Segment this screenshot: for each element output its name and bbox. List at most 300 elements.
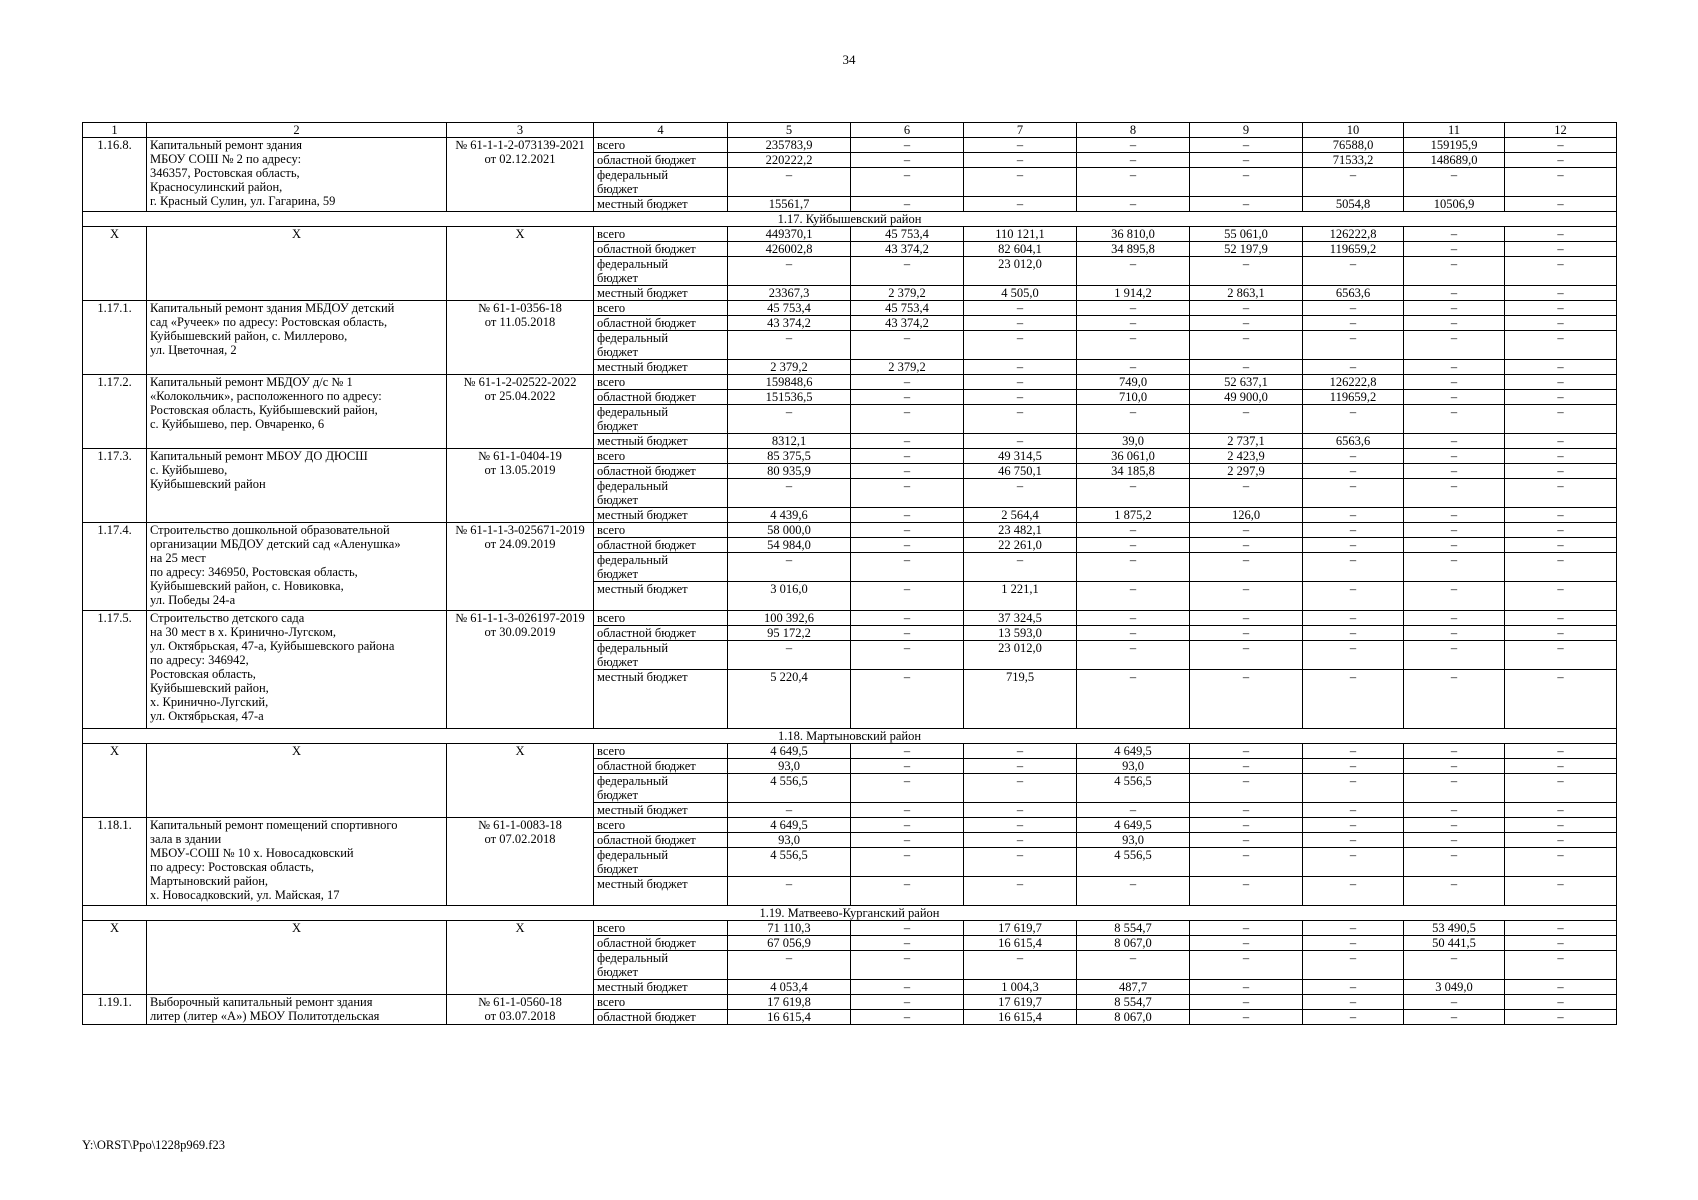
document-ref: № 61-1-0404-19 от 13.05.2019 <box>447 449 594 523</box>
amount-cell: 16 615,4 <box>964 936 1077 951</box>
amount-cell: – <box>1077 479 1190 508</box>
amount-cell: – <box>1404 833 1505 848</box>
amount-cell: – <box>851 449 964 464</box>
amount-cell: 4 556,5 <box>1077 848 1190 877</box>
budget-source: всего <box>594 744 728 759</box>
amount-cell: – <box>1303 523 1404 538</box>
budget-source: областной бюджет <box>594 538 728 553</box>
amount-cell: – <box>1505 405 1617 434</box>
amount-cell: – <box>1303 936 1404 951</box>
amount-cell: 93,0 <box>1077 833 1190 848</box>
amount-cell: 52 197,9 <box>1190 242 1303 257</box>
amount-cell: – <box>1303 980 1404 995</box>
amount-cell: 8 067,0 <box>1077 936 1190 951</box>
amount-cell: 4 649,5 <box>1077 744 1190 759</box>
item-number: Х <box>83 921 147 995</box>
object-name: Х <box>147 744 447 818</box>
amount-cell: – <box>851 641 964 670</box>
budget-source: федеральный бюджет <box>594 168 728 197</box>
amount-cell: 49 314,5 <box>964 449 1077 464</box>
item-number: 1.17.3. <box>83 449 147 523</box>
budget-source: местный бюджет <box>594 286 728 301</box>
amount-cell: – <box>1190 921 1303 936</box>
budget-source: федеральный бюджет <box>594 848 728 877</box>
document-ref: № 61-1-1-3-025671-2019 от 24.09.2019 <box>447 523 594 611</box>
amount-cell: 3 016,0 <box>728 582 851 611</box>
amount-cell: – <box>1505 197 1617 212</box>
amount-cell: 8 554,7 <box>1077 995 1190 1010</box>
amount-cell: – <box>964 833 1077 848</box>
amount-cell: – <box>1077 611 1190 626</box>
amount-cell: 43 374,2 <box>851 316 964 331</box>
amount-cell: – <box>1505 138 1617 153</box>
amount-cell: 50 441,5 <box>1404 936 1505 951</box>
amount-cell: – <box>1505 360 1617 375</box>
budget-source: местный бюджет <box>594 508 728 523</box>
amount-cell: – <box>1404 641 1505 670</box>
amount-cell: – <box>1077 951 1190 980</box>
amount-cell: – <box>1505 479 1617 508</box>
amount-cell: – <box>1505 641 1617 670</box>
amount-cell: – <box>851 153 964 168</box>
amount-cell: – <box>1190 980 1303 995</box>
amount-cell: 36 061,0 <box>1077 449 1190 464</box>
amount-cell: 148689,0 <box>1404 153 1505 168</box>
amount-cell: – <box>1190 257 1303 286</box>
amount-cell: – <box>851 626 964 641</box>
amount-cell: – <box>851 995 964 1010</box>
amount-cell: – <box>1505 626 1617 641</box>
amount-cell: 4 649,5 <box>728 744 851 759</box>
page-number: 34 <box>842 52 856 67</box>
amount-cell: – <box>1077 523 1190 538</box>
amount-cell: – <box>1404 538 1505 553</box>
column-number: 9 <box>1190 123 1303 138</box>
amount-cell: 3 049,0 <box>1404 980 1505 995</box>
amount-cell: – <box>1190 877 1303 906</box>
district-section-row <box>83 906 1617 921</box>
amount-cell: 23 012,0 <box>964 641 1077 670</box>
amount-cell: – <box>851 951 964 980</box>
budget-source: всего <box>594 449 728 464</box>
amount-cell: 2 379,2 <box>728 360 851 375</box>
object-name: Строительство дошкольной образовательной организации МБДОУ детский сад «Аленушка» на 25 мест по адресу: 346950, Ростовская область, Куйбышевский район, с. Новиковка, ул. Победы 24-а <box>147 523 447 611</box>
amount-cell: – <box>1190 803 1303 818</box>
document-ref: Х <box>447 227 594 301</box>
amount-cell: 23 012,0 <box>964 257 1077 286</box>
amount-cell: – <box>1303 670 1404 729</box>
amount-cell: – <box>851 405 964 434</box>
amount-cell: – <box>1505 375 1617 390</box>
amount-cell: – <box>1303 921 1404 936</box>
amount-cell: – <box>1077 331 1190 360</box>
document-ref: № 61-1-0560-18 от 03.07.2018 <box>447 995 594 1025</box>
amount-cell: – <box>1404 523 1505 538</box>
table-row <box>83 818 1617 833</box>
amount-cell: – <box>964 405 1077 434</box>
amount-cell: – <box>1404 582 1505 611</box>
object-name: Капитальный ремонт помещений спортивного зала в здании МБОУ-СОШ № 10 х. Новосадковский по адресу: Ростовская область, Мартыновский район, х. Новосадковский, ул. Майская, 17 <box>147 818 447 906</box>
amount-cell: – <box>1303 1010 1404 1025</box>
amount-cell: 34 185,8 <box>1077 464 1190 479</box>
amount-cell: – <box>964 197 1077 212</box>
amount-cell: – <box>1077 168 1190 197</box>
amount-cell: – <box>1505 848 1617 877</box>
amount-cell: 8 554,7 <box>1077 921 1190 936</box>
amount-cell: – <box>1404 301 1505 316</box>
amount-cell: – <box>728 951 851 980</box>
amount-cell: – <box>1190 759 1303 774</box>
amount-cell: 23 482,1 <box>964 523 1077 538</box>
amount-cell: – <box>1077 641 1190 670</box>
amount-cell: – <box>1404 390 1505 405</box>
amount-cell: – <box>1505 301 1617 316</box>
amount-cell: 1 221,1 <box>964 582 1077 611</box>
budget-table <box>82 122 1617 1025</box>
document-ref: № 61-1-1-3-026197-2019 от 30.09.2019 <box>447 611 594 729</box>
amount-cell: – <box>1190 951 1303 980</box>
budget-source: областной бюджет <box>594 390 728 405</box>
amount-cell: – <box>964 390 1077 405</box>
amount-cell: – <box>728 331 851 360</box>
amount-cell: – <box>1190 331 1303 360</box>
amount-cell: – <box>1303 877 1404 906</box>
amount-cell: – <box>1505 168 1617 197</box>
amount-cell: 426002,8 <box>728 242 851 257</box>
column-number: 4 <box>594 123 728 138</box>
budget-source: федеральный бюджет <box>594 641 728 670</box>
budget-source: местный бюджет <box>594 197 728 212</box>
amount-cell: – <box>1190 538 1303 553</box>
amount-cell: – <box>964 138 1077 153</box>
amount-cell: – <box>964 360 1077 375</box>
amount-cell: 4 556,5 <box>1077 774 1190 803</box>
amount-cell: – <box>1190 301 1303 316</box>
amount-cell: 4 649,5 <box>1077 818 1190 833</box>
item-number: 1.17.2. <box>83 375 147 449</box>
amount-cell: 8 067,0 <box>1077 1010 1190 1025</box>
amount-cell: 16 615,4 <box>964 1010 1077 1025</box>
amount-cell: 5 220,4 <box>728 670 851 729</box>
amount-cell: – <box>964 759 1077 774</box>
amount-cell: 719,5 <box>964 670 1077 729</box>
amount-cell: 95 172,2 <box>728 626 851 641</box>
item-number: 1.17.1. <box>83 301 147 375</box>
amount-cell: – <box>1077 803 1190 818</box>
item-number: 1.18.1. <box>83 818 147 906</box>
amount-cell: – <box>1190 479 1303 508</box>
amount-cell: – <box>851 464 964 479</box>
amount-cell: – <box>851 434 964 449</box>
amount-cell: – <box>1505 833 1617 848</box>
amount-cell: 749,0 <box>1077 375 1190 390</box>
amount-cell: 2 379,2 <box>851 286 964 301</box>
amount-cell: – <box>1404 286 1505 301</box>
amount-cell: – <box>1505 877 1617 906</box>
amount-cell: – <box>728 641 851 670</box>
amount-cell: – <box>1505 508 1617 523</box>
amount-cell: – <box>1303 405 1404 434</box>
item-number: Х <box>83 227 147 301</box>
budget-source: федеральный бюджет <box>594 479 728 508</box>
column-number: 8 <box>1077 123 1190 138</box>
amount-cell: – <box>1303 848 1404 877</box>
file-path: Y:\ORST\Ppo\1228p969.f23 <box>82 1138 225 1152</box>
amount-cell: 1 004,3 <box>964 980 1077 995</box>
column-number-row <box>83 123 1617 138</box>
amount-cell: – <box>851 980 964 995</box>
amount-cell: 52 637,1 <box>1190 375 1303 390</box>
amount-cell: – <box>964 744 1077 759</box>
amount-cell: 2 423,9 <box>1190 449 1303 464</box>
budget-source: областной бюджет <box>594 626 728 641</box>
amount-cell: 2 863,1 <box>1190 286 1303 301</box>
amount-cell: – <box>851 936 964 951</box>
amount-cell: – <box>1505 464 1617 479</box>
amount-cell: 76588,0 <box>1303 138 1404 153</box>
amount-cell: 36 810,0 <box>1077 227 1190 242</box>
budget-source: всего <box>594 611 728 626</box>
amount-cell: – <box>964 951 1077 980</box>
amount-cell: 100 392,6 <box>728 611 851 626</box>
amount-cell: 80 935,9 <box>728 464 851 479</box>
amount-cell: – <box>851 670 964 729</box>
table-row <box>83 744 1617 759</box>
item-number: Х <box>83 744 147 818</box>
document-ref: № 61-1-1-2-073139-2021 от 02.12.2021 <box>447 138 594 212</box>
column-number: 10 <box>1303 123 1404 138</box>
amount-cell: – <box>1077 316 1190 331</box>
object-name: Строительство детского сада на 30 мест в х. Кринично-Лугском, ул. Октябрьская, 47-а, Куйбышевского района по адресу: 346942, Ростовская область, Куйбышевский район, х. Кринично-Лугский, ул. Октябрьская, 47-а <box>147 611 447 729</box>
amount-cell: 10506,9 <box>1404 197 1505 212</box>
amount-cell: – <box>1190 848 1303 877</box>
amount-cell: – <box>1505 227 1617 242</box>
amount-cell: 119659,2 <box>1303 242 1404 257</box>
amount-cell: – <box>1404 449 1505 464</box>
amount-cell: – <box>1303 316 1404 331</box>
budget-source: всего <box>594 921 728 936</box>
amount-cell: – <box>1404 257 1505 286</box>
amount-cell: 1 875,2 <box>1077 508 1190 523</box>
column-number: 1 <box>83 123 147 138</box>
amount-cell: – <box>1505 995 1617 1010</box>
amount-cell: – <box>1404 242 1505 257</box>
amount-cell: 126,0 <box>1190 508 1303 523</box>
table-row <box>83 138 1617 153</box>
budget-source: местный бюджет <box>594 434 728 449</box>
item-number: 1.19.1. <box>83 995 147 1025</box>
amount-cell: – <box>1190 582 1303 611</box>
table-row <box>83 523 1617 538</box>
amount-cell: – <box>1303 257 1404 286</box>
object-name: Х <box>147 227 447 301</box>
amount-cell: 2 297,9 <box>1190 464 1303 479</box>
amount-cell: – <box>728 257 851 286</box>
column-number: 3 <box>447 123 594 138</box>
amount-cell: 23367,3 <box>728 286 851 301</box>
amount-cell: – <box>851 390 964 405</box>
amount-cell: – <box>1190 611 1303 626</box>
amount-cell: – <box>1505 744 1617 759</box>
amount-cell: 71 110,3 <box>728 921 851 936</box>
amount-cell: 17 619,7 <box>964 995 1077 1010</box>
amount-cell: – <box>1505 242 1617 257</box>
amount-cell: 220222,2 <box>728 153 851 168</box>
district-section-title: 1.18. Мартыновский район <box>83 729 1617 744</box>
table-row <box>83 995 1617 1010</box>
amount-cell: 39,0 <box>1077 434 1190 449</box>
amount-cell: – <box>1303 759 1404 774</box>
district-section-title: 1.17. Куйбышевский район <box>83 212 1617 227</box>
amount-cell: – <box>851 257 964 286</box>
amount-cell: – <box>1505 774 1617 803</box>
amount-cell: – <box>1190 405 1303 434</box>
object-name: Выборочный капитальный ремонт здания литер (литер «А») МБОУ Политотдельская <box>147 995 447 1025</box>
amount-cell: – <box>1505 818 1617 833</box>
amount-cell: 93,0 <box>728 833 851 848</box>
amount-cell: – <box>851 479 964 508</box>
budget-source: всего <box>594 301 728 316</box>
amount-cell: – <box>1303 553 1404 582</box>
amount-cell: – <box>1190 1010 1303 1025</box>
column-number: 7 <box>964 123 1077 138</box>
budget-source: федеральный бюджет <box>594 331 728 360</box>
amount-cell: – <box>1303 611 1404 626</box>
amount-cell: – <box>1303 818 1404 833</box>
amount-cell: 2 737,1 <box>1190 434 1303 449</box>
amount-cell: – <box>1404 803 1505 818</box>
amount-cell: – <box>1505 611 1617 626</box>
amount-cell: – <box>851 168 964 197</box>
amount-cell: 46 750,1 <box>964 464 1077 479</box>
amount-cell: – <box>851 508 964 523</box>
amount-cell: – <box>851 774 964 803</box>
amount-cell: 1 914,2 <box>1077 286 1190 301</box>
amount-cell: – <box>1505 316 1617 331</box>
amount-cell: – <box>1303 951 1404 980</box>
budget-source: федеральный бюджет <box>594 257 728 286</box>
amount-cell: – <box>851 138 964 153</box>
amount-cell: – <box>1303 360 1404 375</box>
amount-cell: 49 900,0 <box>1190 390 1303 405</box>
budget-source: местный бюджет <box>594 980 728 995</box>
amount-cell: – <box>1190 936 1303 951</box>
amount-cell: 58 000,0 <box>728 523 851 538</box>
budget-source: федеральный бюджет <box>594 774 728 803</box>
amount-cell: – <box>1404 508 1505 523</box>
amount-cell: 4 649,5 <box>728 818 851 833</box>
amount-cell: – <box>1505 670 1617 729</box>
amount-cell: – <box>1404 375 1505 390</box>
amount-cell: – <box>1190 138 1303 153</box>
amount-cell: – <box>1505 390 1617 405</box>
amount-cell: – <box>1303 774 1404 803</box>
amount-cell: – <box>1404 1010 1505 1025</box>
amount-cell: – <box>1404 611 1505 626</box>
amount-cell: 4 505,0 <box>964 286 1077 301</box>
item-number: 1.17.4. <box>83 523 147 611</box>
amount-cell: – <box>1077 877 1190 906</box>
amount-cell: 4 053,4 <box>728 980 851 995</box>
amount-cell: – <box>1505 803 1617 818</box>
amount-cell: – <box>1505 936 1617 951</box>
amount-cell: – <box>1404 877 1505 906</box>
amount-cell: – <box>1190 553 1303 582</box>
amount-cell: – <box>1303 803 1404 818</box>
amount-cell: – <box>964 803 1077 818</box>
amount-cell: 119659,2 <box>1303 390 1404 405</box>
budget-source: областной бюджет <box>594 242 728 257</box>
amount-cell: – <box>1077 538 1190 553</box>
object-name: Капитальный ремонт здания МБДОУ детский сад «Ручеек» по адресу: Ростовская область, Куйбышевский район, с. Миллерово, ул. Цветочная, 2 <box>147 301 447 375</box>
amount-cell: – <box>1077 360 1190 375</box>
amount-cell: – <box>964 301 1077 316</box>
amount-cell: – <box>964 553 1077 582</box>
amount-cell: – <box>1404 670 1505 729</box>
budget-source: всего <box>594 995 728 1010</box>
budget-source: областной бюджет <box>594 464 728 479</box>
amount-cell: – <box>964 168 1077 197</box>
amount-cell: – <box>851 803 964 818</box>
amount-cell: – <box>1077 553 1190 582</box>
amount-cell: – <box>1077 582 1190 611</box>
amount-cell: – <box>1505 257 1617 286</box>
amount-cell: – <box>728 405 851 434</box>
amount-cell: 93,0 <box>728 759 851 774</box>
budget-source: федеральный бюджет <box>594 951 728 980</box>
amount-cell: – <box>851 523 964 538</box>
object-name: Капитальный ремонт здания МБОУ СОШ № 2 по адресу: 346357, Ростовская область, Красносулинский район, г. Красный Сулин, ул. Гагарина, 59 <box>147 138 447 212</box>
amount-cell: 151536,5 <box>728 390 851 405</box>
table-row <box>83 611 1617 626</box>
amount-cell: – <box>1404 331 1505 360</box>
amount-cell: – <box>1190 774 1303 803</box>
amount-cell: – <box>1404 818 1505 833</box>
amount-cell: – <box>1404 360 1505 375</box>
amount-cell: – <box>1190 833 1303 848</box>
object-name: Капитальный ремонт МБДОУ д/с № 1 «Колокольчик», расположенного по адресу: Ростовская область, Куйбышевский район, с. Куйбышево, пер. Овчаренко, 6 <box>147 375 447 449</box>
amount-cell: – <box>1505 759 1617 774</box>
amount-cell: – <box>1404 434 1505 449</box>
amount-cell: – <box>1077 670 1190 729</box>
amount-cell: – <box>851 1010 964 1025</box>
document-ref: Х <box>447 744 594 818</box>
budget-source: областной бюджет <box>594 833 728 848</box>
amount-cell: – <box>851 611 964 626</box>
budget-source: областной бюджет <box>594 759 728 774</box>
budget-source: всего <box>594 375 728 390</box>
amount-cell: 34 895,8 <box>1077 242 1190 257</box>
amount-cell: 110 121,1 <box>964 227 1077 242</box>
amount-cell: – <box>1303 479 1404 508</box>
amount-cell: – <box>851 331 964 360</box>
budget-source: областной бюджет <box>594 316 728 331</box>
amount-cell: 37 324,5 <box>964 611 1077 626</box>
amount-cell: – <box>964 479 1077 508</box>
amount-cell: – <box>1303 626 1404 641</box>
amount-cell: 85 375,5 <box>728 449 851 464</box>
budget-source: местный бюджет <box>594 803 728 818</box>
amount-cell: – <box>1190 316 1303 331</box>
table-row <box>83 449 1617 464</box>
amount-cell: – <box>1190 641 1303 670</box>
amount-cell: 6563,6 <box>1303 434 1404 449</box>
amount-cell: 82 604,1 <box>964 242 1077 257</box>
table-row <box>83 227 1617 242</box>
amount-cell: 6563,6 <box>1303 286 1404 301</box>
amount-cell: 8312,1 <box>728 434 851 449</box>
amount-cell: – <box>1303 301 1404 316</box>
